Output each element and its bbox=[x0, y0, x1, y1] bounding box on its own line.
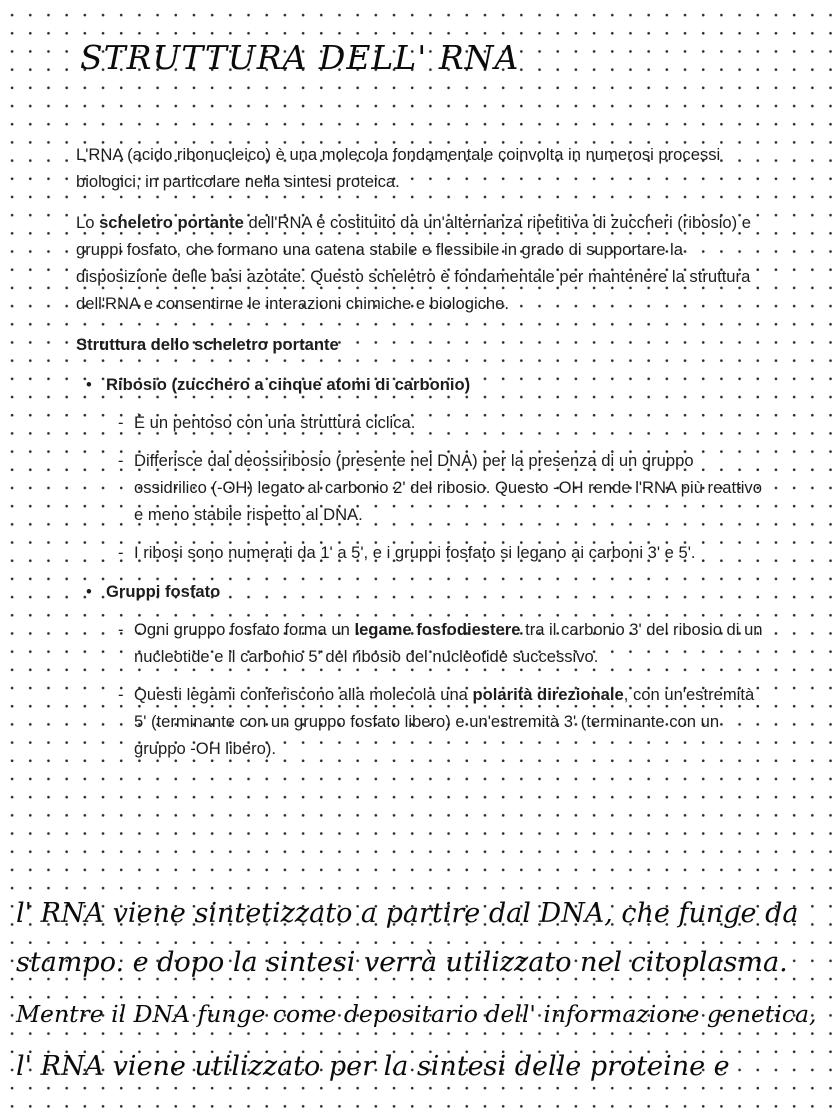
backbone-text-end: dell'RNA è costituito da un'alternanza ripetitiva di zuccheri (ribosio) e gruppi fosfato, che formano una catena stabile e flessibile in grado di supportare la disposizione delle basi azotate. Questo scheletro è fondamentale per mantenere la struttura dell'RNA e consentirne le interazioni chimiche e biologiche. bbox=[76, 213, 752, 313]
sub-list bbox=[106, 409, 766, 566]
typed-notes bbox=[76, 141, 766, 774]
section-item bbox=[76, 578, 766, 762]
list-item bbox=[106, 447, 766, 528]
backbone-text-start: Lo bbox=[76, 213, 100, 232]
page-title: STRUTTURA DELL' RNA bbox=[80, 38, 520, 77]
handwritten-line: Mentre il DNA funge come depositario dell' informazione genetica, bbox=[16, 1000, 817, 1028]
handwritten-line: l' RNA viene sintetizzato a partire dal DNA, che funge da bbox=[16, 898, 799, 929]
section-heading: Gruppi fosfato bbox=[106, 582, 221, 601]
handwritten-line: l' RNA viene utilizzato per la sintesi delle proteine e bbox=[16, 1051, 730, 1082]
item-text-start: Differisce dal deossiribosio (presente nel DNA) per la presenza di un gruppo ossidrilico (-OH) legato al carbonio 2' del ribosio. Questo -OH rende l'RNA più reattivo e meno stabile rispetto al DNA. bbox=[134, 451, 762, 524]
intro-paragraph: L'RNA (acido ribonucleico) è una molecola fondamentale coinvolta in numerosi processi biologici, in particolare nella sintesi proteica. bbox=[76, 145, 721, 191]
list-item bbox=[106, 409, 766, 436]
list-item bbox=[106, 539, 766, 566]
list-item bbox=[106, 616, 766, 670]
handwritten-line: stampo. e dopo la sintesi verrà utilizzato nel citoplasma. bbox=[16, 947, 788, 978]
bullet-icon: • bbox=[86, 582, 92, 601]
item-text-end: , con un'estremità 5' (terminante con un gruppo fosfato libero) e un'estremità 3' (terminante con un gruppo -OH libero). bbox=[134, 685, 755, 758]
section-item bbox=[76, 371, 766, 566]
dash-icon: - bbox=[118, 685, 124, 704]
item-text-start: Questi legami conferiscono alla molecola una bbox=[134, 685, 473, 704]
section-subtitle: Struttura dello scheletro portante bbox=[76, 335, 339, 354]
list-item bbox=[106, 681, 766, 762]
item-bold-term: polarità direzionale bbox=[472, 685, 624, 704]
dash-icon: - bbox=[118, 451, 124, 470]
item-text-start: È un pentoso con una struttura ciclica. bbox=[134, 413, 416, 432]
sub-list bbox=[106, 616, 766, 762]
bullet-icon: • bbox=[86, 375, 92, 394]
dash-icon: - bbox=[118, 413, 124, 432]
item-text-end: tra il carbonio 3' del ribosio di un nucleotide e il carbonio 5' del ribosio del nucleotide successivo. bbox=[134, 620, 763, 666]
section-list bbox=[76, 371, 766, 762]
section-heading: Ribosio (zucchero a cinque atomi di carbonio) bbox=[106, 375, 471, 394]
dash-icon: - bbox=[118, 620, 124, 639]
item-bold-term: legame fosfodiestere bbox=[354, 620, 521, 639]
backbone-bold-term: scheletro portante bbox=[99, 213, 244, 232]
item-text-start: I ribosi sono numerati da 1' a 5', e i gruppi fosfato si legano ai carboni 3' e 5'. bbox=[134, 543, 696, 562]
dash-icon: - bbox=[118, 543, 124, 562]
item-text-start: Ogni gruppo fosfato forma un bbox=[134, 620, 355, 639]
backbone-paragraph bbox=[76, 209, 766, 317]
